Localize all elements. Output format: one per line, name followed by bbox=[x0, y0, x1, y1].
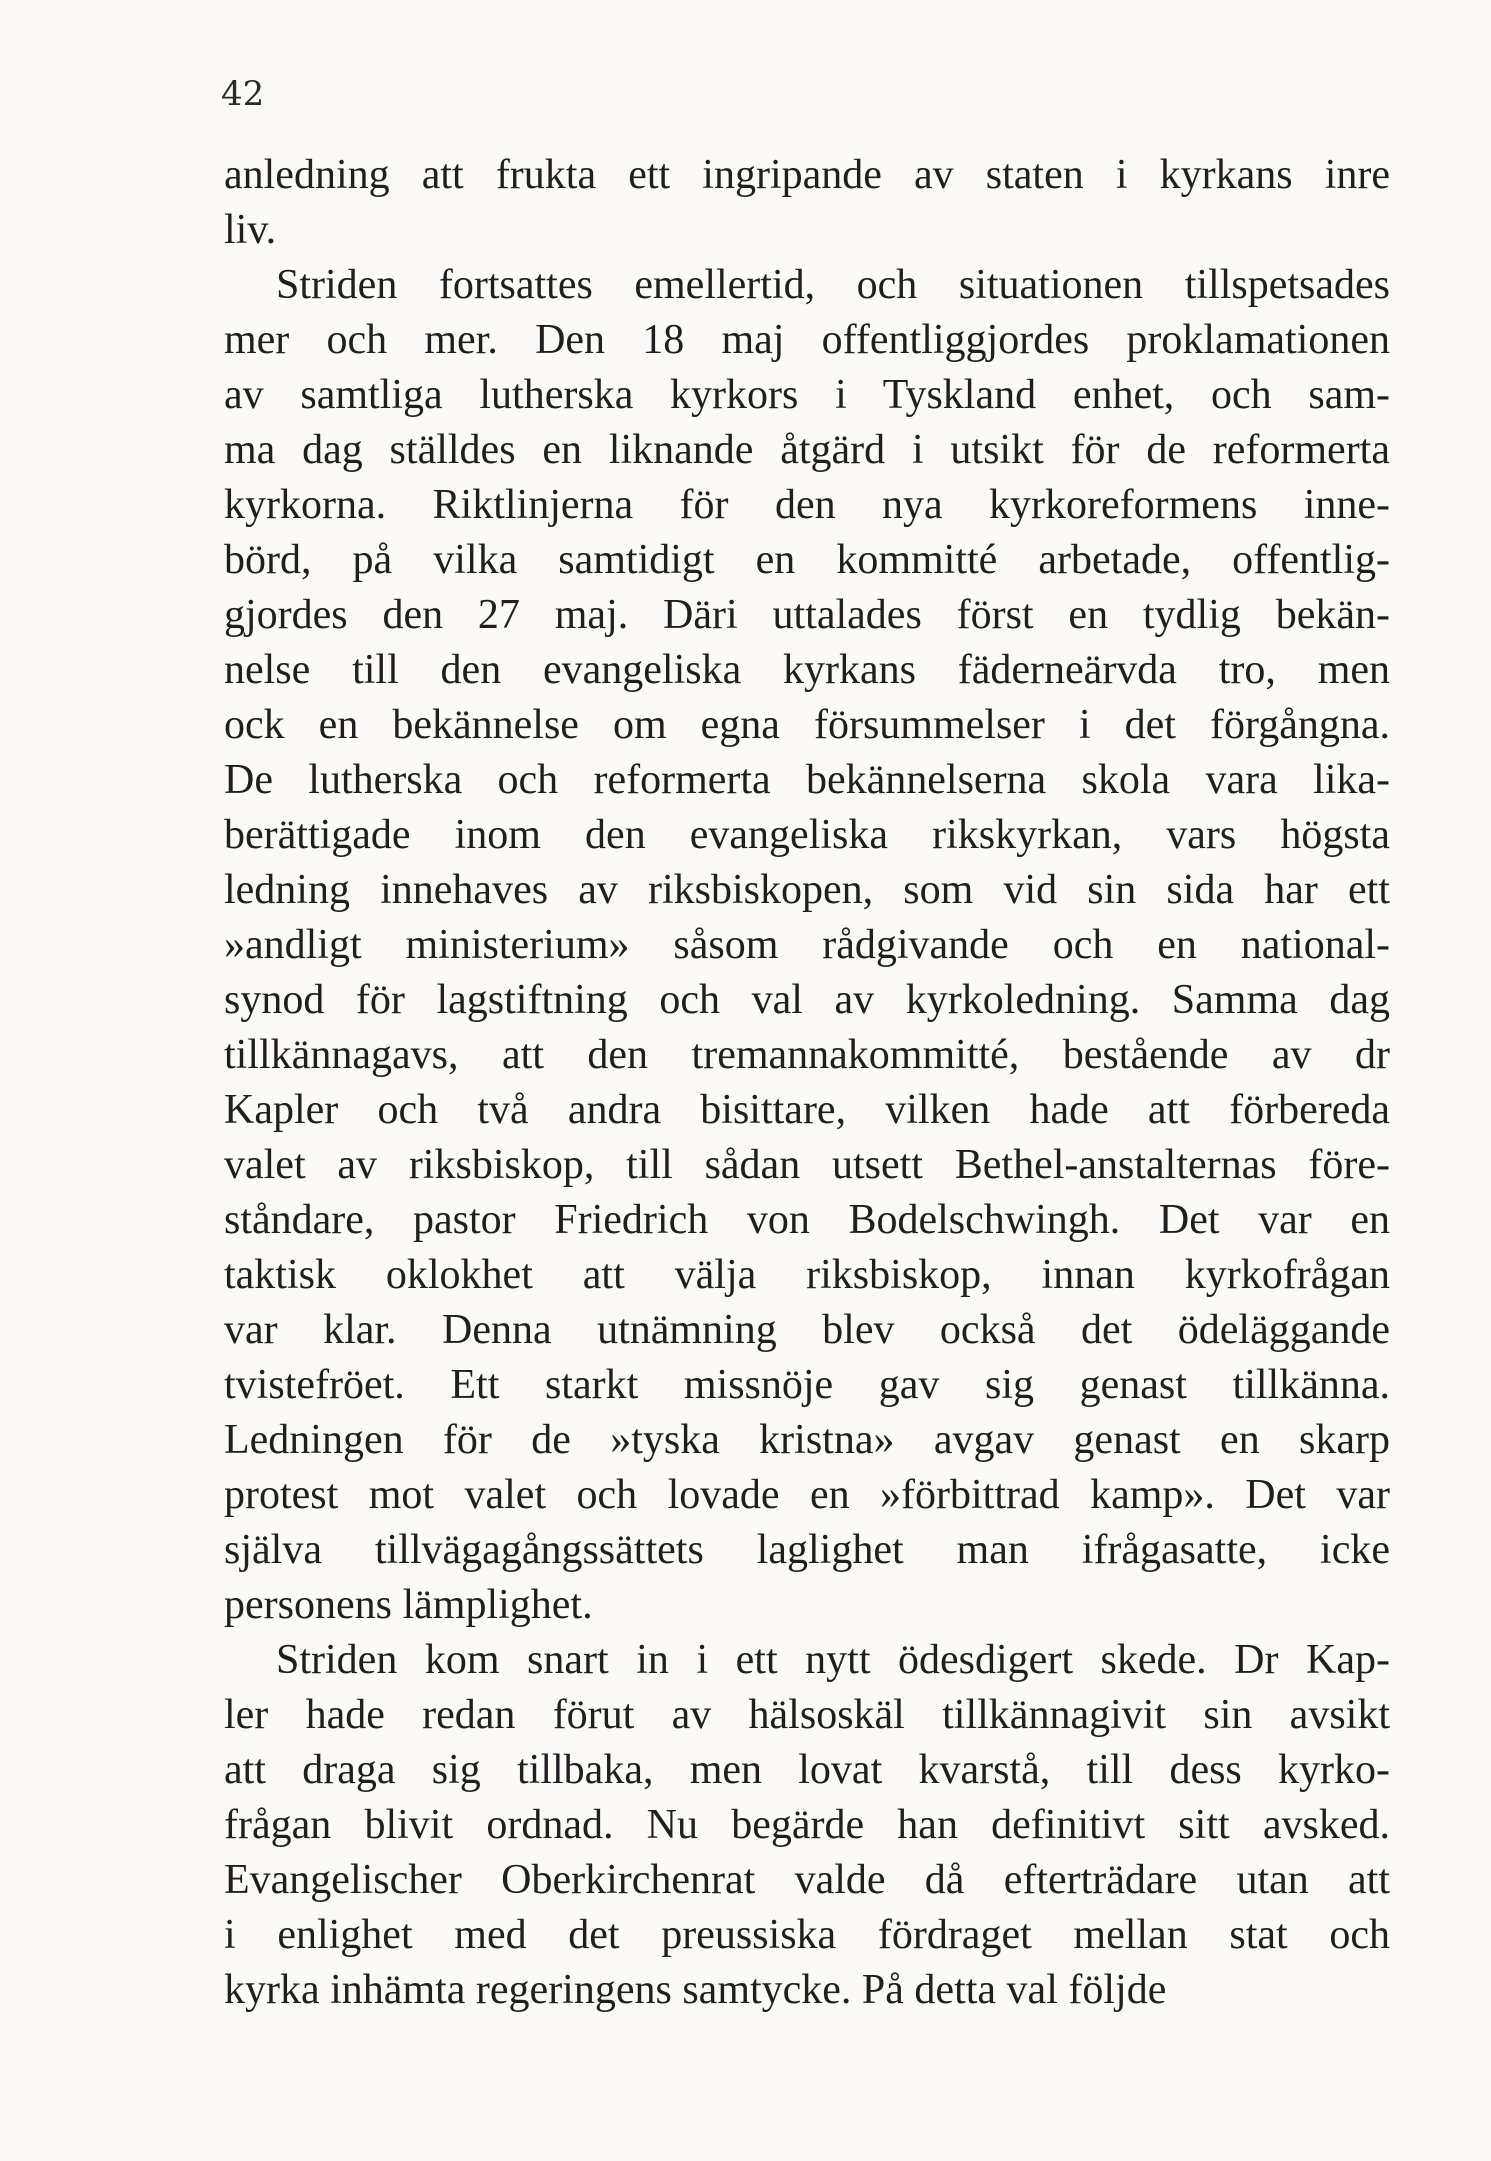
page-number: 42 bbox=[221, 74, 265, 114]
text-line: taktisk oklokhet att välja riksbiskop, innan kyrkofrågan bbox=[224, 1252, 1390, 1298]
text-line: De lutherska och reformerta bekännelserna skola vara lika- bbox=[224, 757, 1390, 803]
text-line: berättigade inom den evangeliska rikskyrkan, vars högsta bbox=[224, 812, 1390, 858]
text-line: synod för lagstiftning och val av kyrkoledning. Samma dag bbox=[224, 977, 1390, 1023]
text-line: av samtliga lutherska kyrkors i Tyskland enhet, och sam- bbox=[224, 372, 1390, 418]
text-line: ler hade redan förut av hälsoskäl tillkännagivit sin avsikt bbox=[224, 1692, 1390, 1738]
text-line: att draga sig tillbaka, men lovat kvarstå, till dess kyrko- bbox=[224, 1747, 1390, 1793]
body-text bbox=[224, 148, 1390, 2018]
text-line: tillkännagavs, att den tremannakommitté, bestående av dr bbox=[224, 1032, 1390, 1078]
text-line: ledning innehaves av riksbiskopen, som vid sin sida har ett bbox=[224, 867, 1390, 913]
text-line: Kapler och två andra bisittare, vilken hade att förbereda bbox=[224, 1087, 1390, 1133]
text-line: »andligt ministerium» såsom rådgivande och en national- bbox=[224, 922, 1390, 968]
text-line: ståndare, pastor Friedrich von Bodelschwingh. Det var en bbox=[224, 1197, 1390, 1243]
text-line: ma dag ställdes en liknande åtgärd i utsikt för de reformerta bbox=[224, 427, 1390, 473]
text-line: Ledningen för de »tyska kristna» avgav genast en skarp bbox=[224, 1417, 1390, 1463]
text-line: Evangelischer Oberkirchenrat valde då efterträdare utan att bbox=[224, 1857, 1390, 1903]
text-line: kyrka inhämta regeringens samtycke. På detta val följde bbox=[224, 1967, 1167, 2013]
text-line: tvistefröet. Ett starkt missnöje gav sig genast tillkänna. bbox=[224, 1362, 1390, 1408]
text-line: anledning att frukta ett ingripande av staten i kyrkans inre bbox=[224, 152, 1390, 198]
text-line: protest mot valet och lovade en »förbittrad kamp». Det var bbox=[224, 1472, 1390, 1518]
text-line: valet av riksbiskop, till sådan utsett Bethel-anstalternas före- bbox=[224, 1142, 1390, 1188]
text-line: mer och mer. Den 18 maj offentliggjordes proklamationen bbox=[224, 317, 1390, 363]
text-line: nelse till den evangeliska kyrkans fäderneärvda tro, men bbox=[224, 647, 1390, 693]
text-line: personens lämplighet. bbox=[224, 1582, 593, 1628]
text-line: i enlighet med det preussiska fördraget mellan stat och bbox=[224, 1912, 1390, 1958]
text-line: var klar. Denna utnämning blev också det ödeläggande bbox=[224, 1307, 1390, 1353]
text-line: börd, på vilka samtidigt en kommitté arbetade, offentlig- bbox=[224, 537, 1390, 583]
text-line: frågan blivit ordnad. Nu begärde han definitivt sitt avsked. bbox=[224, 1802, 1390, 1848]
text-line: själva tillvägagångssättets laglighet man ifrågasatte, icke bbox=[224, 1527, 1390, 1573]
text-line: liv. bbox=[224, 207, 277, 253]
text-line: Striden kom snart in i ett nytt ödesdigert skede. Dr Kap- bbox=[276, 1637, 1390, 1683]
text-line: ock en bekännelse om egna försummelser i det förgångna. bbox=[224, 702, 1390, 748]
text-line: kyrkorna. Riktlinjerna för den nya kyrkoreformens inne- bbox=[224, 482, 1390, 528]
text-line: gjordes den 27 maj. Däri uttalades först en tydlig bekän- bbox=[224, 592, 1390, 638]
text-line: Striden fortsattes emellertid, och situationen tillspetsades bbox=[276, 262, 1390, 308]
